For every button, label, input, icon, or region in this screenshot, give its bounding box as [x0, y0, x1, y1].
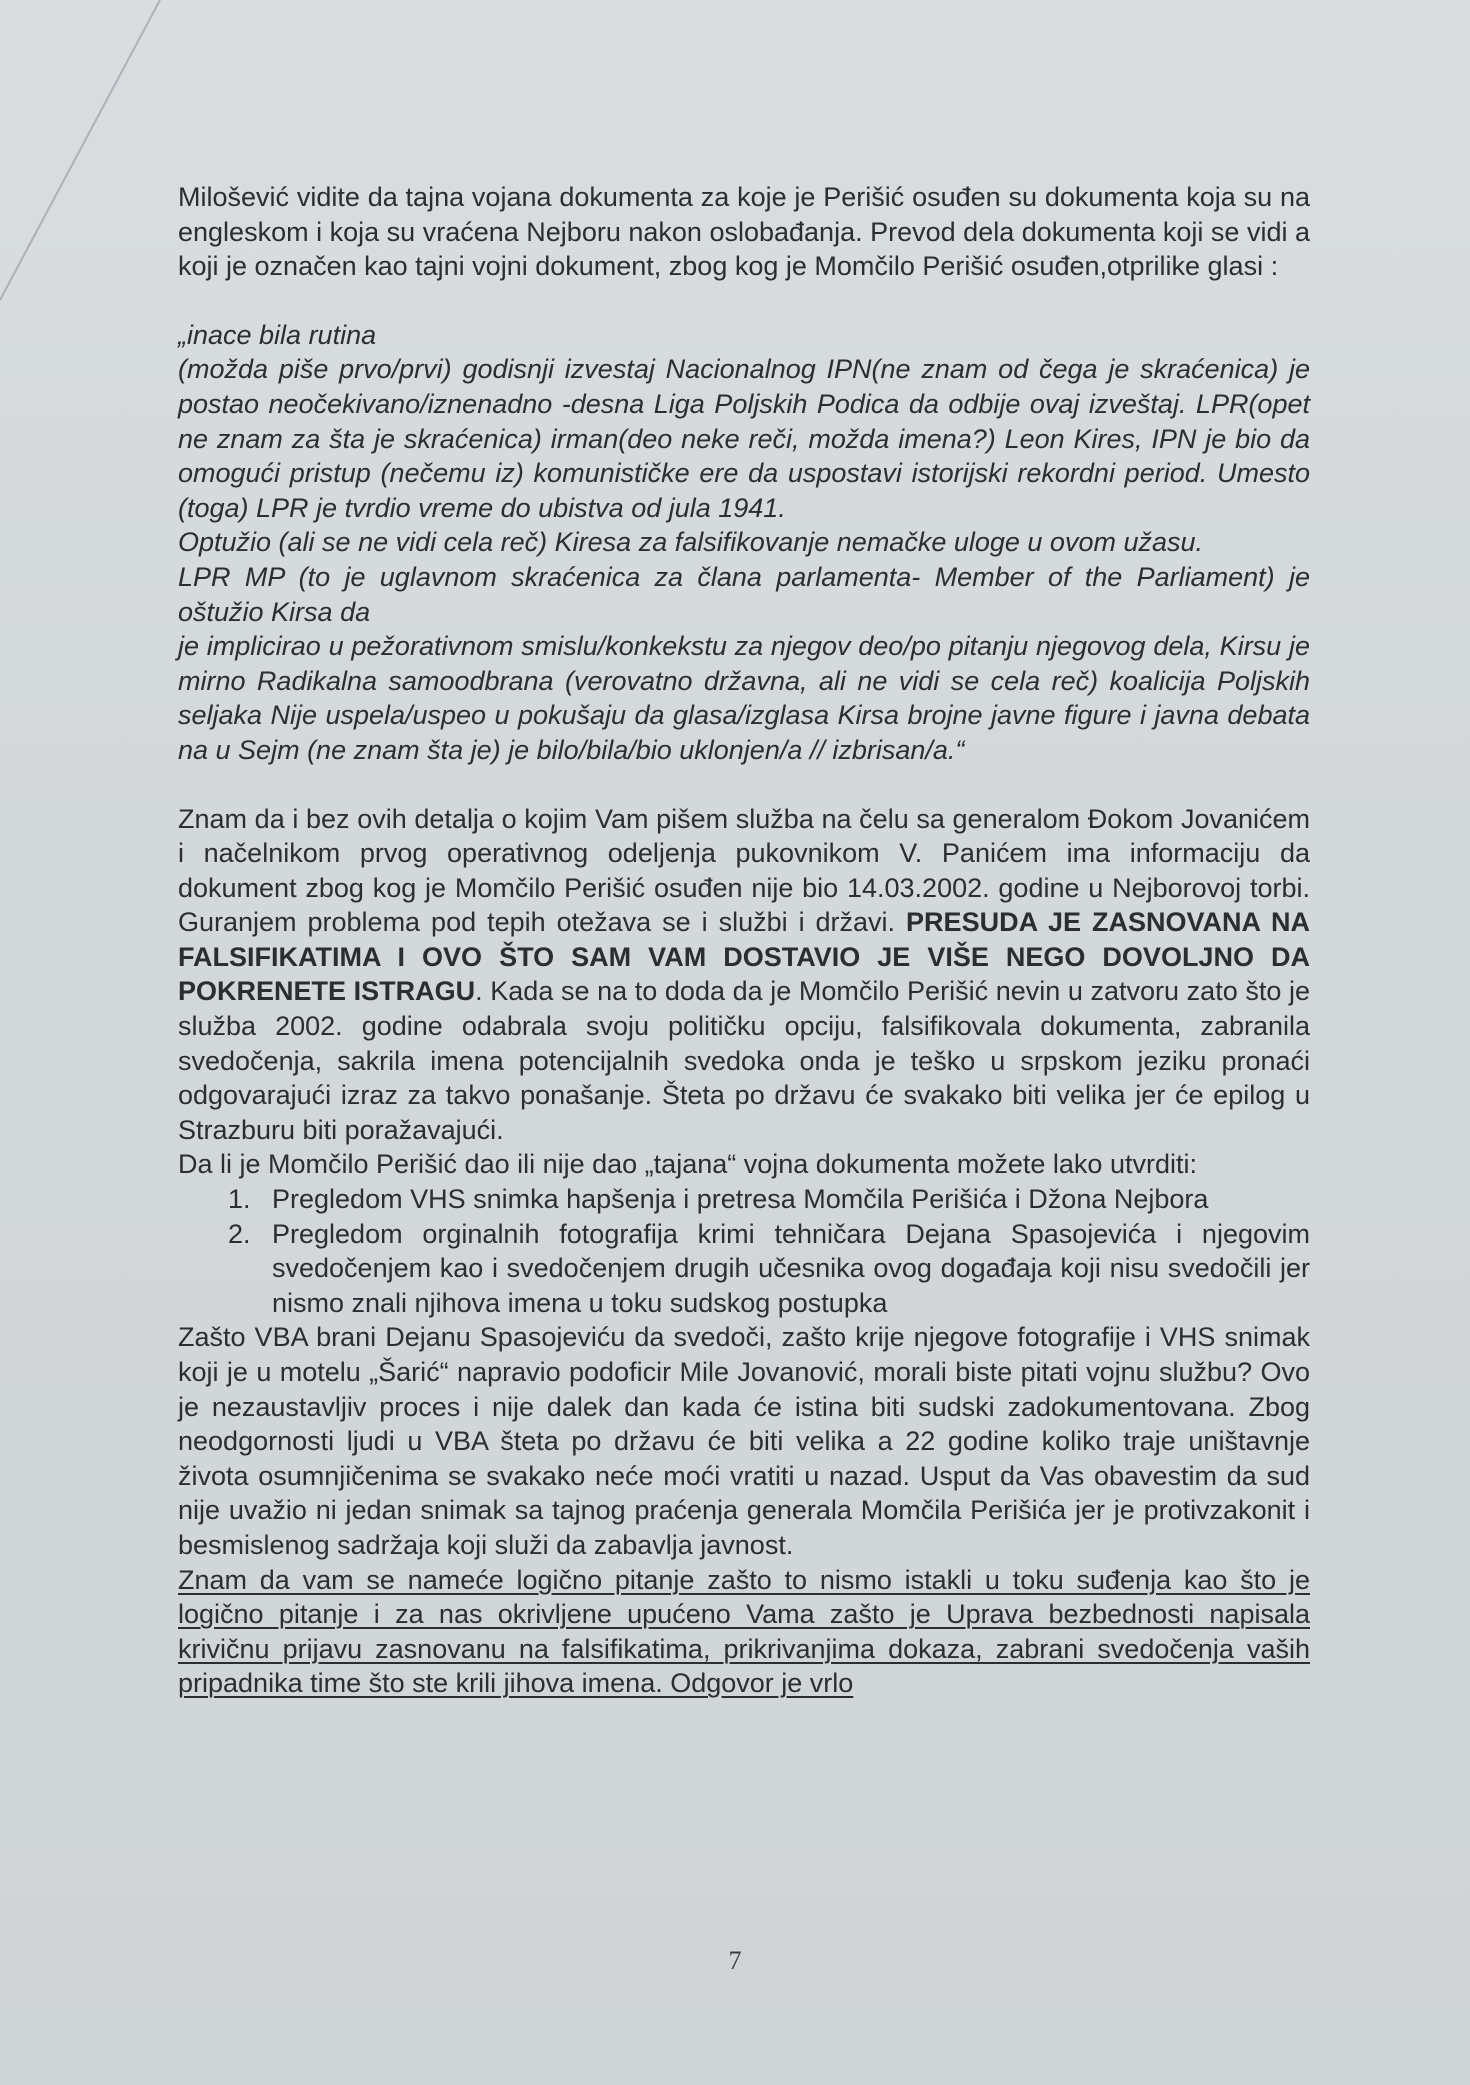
verdict-bold-statement: PRESUDA JE ZASNOVANA NA FALSIFIKATIMA I OVO ŠTO SAM VAM DOSTAVIO JE VIŠE NEGO DOVOLJNO DA POKRENETE ISTRAGU — [178, 907, 1310, 1007]
verdict-paragraph — [178, 802, 1310, 1148]
quote-line: „inace bila rutina — [178, 319, 377, 350]
quote-line: LPR MP (to je uglavnom skraćenica za člana parlamenta- Member of the Parliament) je oštužio Kirsa da — [178, 561, 1310, 627]
list-item-number: 1. — [228, 1184, 251, 1215]
list-item — [228, 1182, 1310, 1217]
quote-line: Optužio (ali se ne vidi cela reč) Kiresa za falsifikovanje nemačke uloge u ovom užasu. — [178, 527, 1203, 558]
vba-paragraph: Zašto VBA brani Dejanu Spasojeviću da svedoči, zašto krije njegove fotografije i VHS snimak koji je u motelu „Šarić“ napravio podoficir Mile Jovanović, morali biste pitati vojnu službu? Ovo je nezaustavljiv proces i nije dalek dan kada će istina biti sudski zadokumentovana. Zbog neodgornosti ljudi u VBA šteta po državu će biti velika a 22 godine koliko traje uništavnje života osumnjičenima se svakako neće moći vratiti u nazad. Usput da Vas obavestim da sud nije uvažio ni jedan snimak sa tajnog praćenja generala Momčila Perišića jer je protivzakonit i besmislenog sadržaja koji služi da zabavlja javnost. — [178, 1322, 1310, 1560]
quote-line: (možda piše prvo/prvi) godisnji izvestaj Nacionalnog IPN(ne znam od čega je skraćenica) je postao neočekivano/iznenadno -desna Liga Poljskih Podica da odbije ovaj izveštaj. LPR(opet ne znam za šta je skraćenica) irman(deo neke reči, možda imena?) Leon Kires, IPN je bio da omogući pristup (nečemu iz) komunističke ere da uspostavi istorijski rekordni period. Umesto (toga) LPR je tvrdio vreme do ubistva od jula 1941. — [178, 354, 1310, 523]
closing-paragraph — [178, 1563, 1310, 1701]
list-item-text: Pregledom VHS snimka hapšenja i pretresa Momčila Perišića i Džona Nejbora — [272, 1184, 1209, 1215]
verification-lead: Da li je Momčilo Perišić dao ili nije dao „tajana“ vojna dokumenta možete lako utvrditi: — [178, 1149, 1197, 1180]
verdict-text-before: Znam da i bez ovih detalja o kojim Vam pišem služba na čelu sa generalom Đokom Jovanićem i načelnikom prvog operativnog odeljenja pukovnikom V. Panićem ima informaciju da dokument zbog kog je Momčilo Perišić osuđen nije bio 14.03.2002. godine u Nejborovoj torbi. Guranjem problema pod tepih otežava se i službi i državi. — [178, 803, 1310, 938]
intro-paragraph: Milošević vidite da tajna vojana dokumenta za koje je Perišić osuđen su dokumenta koja su na engleskom i koja su vraćena Nejboru nakon oslobađanja. Prevod dela dokumenta koji se vidi a koji je označen kao tajni vojni dokument, zbog kog je Momčilo Perišić osuđen,otprilike glasi : — [178, 182, 1310, 282]
list-item — [228, 1217, 1310, 1321]
document-body — [178, 180, 1310, 1701]
list-item-number: 2. — [228, 1218, 251, 1249]
quoted-translation — [178, 318, 1310, 768]
verification-steps — [178, 1182, 1310, 1320]
verdict-text-after: . Kada se na to doda da je Momčilo Perišić nevin u zatvoru zato što je služba 2002. godine odabrala svoju političku opciju, falsifikovala dokumenta, zabranila svedočenja, sakrila imena potencijalnih svedoka onda je teško u srpskom jeziku pronaći odgovarajući izraz za takvo ponašanje. Šteta po državu će svakako biti velika jer će epilog u Strazburu biti poražavajući. — [178, 976, 1310, 1145]
list-item-text: Pregledom orginalnih fotografija krimi tehničara Dejana Spasojevića i njegovim svedočenjem kao i svedočenjem drugih učesnika ovog događaja koji nisu svedočili jer nismo znali njihova imena u toku sudskog postupka — [272, 1218, 1310, 1318]
quote-line: je implicirao u pežorativnom smislu/konkekstu za njegov deo/po pitanju njegovog dela, Kirsu je mirno Radikalna samoodbrana (verovatno državna, ali ne vidi se cela reč) koalicija Poljskih seljaka Nije uspela/uspeo u pokušaju da glasa/izglasa Kirsa brojne javne figure i javna debata na u Sejm (ne znam šta je) je bilo/bila/bio uklonjen/a // izbrisan/a.“ — [178, 631, 1310, 765]
underlined-question: Znam da vam se nameće logično pitanje zašto to nismo istakli u toku suđenja kao što je logično pitanje i za nas okrivljene upućeno Vama zašto je Uprava bezbednosti napisala krivičnu prijavu zasnovanu na falsifikatima, prikrivanjima dokaza, zabrani svedočenja vaših pripadnika time što ste krili jihova imena. Odgovor je vrlo — [178, 1564, 1310, 1699]
page-number: 7 — [728, 1946, 742, 1975]
